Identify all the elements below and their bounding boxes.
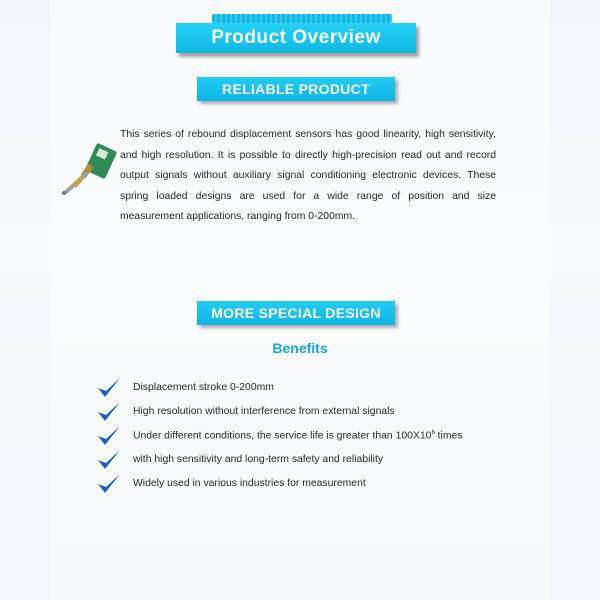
check-icon	[96, 448, 122, 472]
list-item-text-part: Under different conditions, the service life is greater than 100X10	[133, 430, 432, 442]
title-stripe	[212, 14, 392, 23]
reliable-product-banner	[197, 77, 395, 101]
title-box	[176, 23, 416, 53]
displacement-sensor-image	[56, 140, 120, 196]
list-item	[96, 472, 516, 496]
section-heading: RELIABLE PRODUCT	[222, 81, 370, 97]
product-description: This series of rebound displacement sensors has good linearity, high sensitivity, and high resolution. It is possible to directly high-precision read out and record output signals without auxiliary signal conditioning electronic devices. These spring loaded designs are used for a wide range of position and size measurement applications, ranging from 0-200mm.	[120, 129, 496, 223]
list-item-text: with high sensitivity and long-term safety and reliability	[133, 454, 384, 465]
superscript: 6	[431, 430, 435, 436]
list-item-text: Displacement stroke 0-200mm	[133, 382, 274, 393]
list-item	[96, 448, 516, 472]
list-item	[96, 400, 516, 424]
list-item-text-part: times	[434, 430, 463, 442]
title-banner	[176, 14, 416, 58]
benefits-heading: Benefits	[272, 340, 328, 356]
check-icon	[96, 424, 122, 448]
check-icon	[96, 376, 122, 400]
page-title: Product Overview	[211, 27, 381, 48]
list-item	[96, 424, 516, 448]
special-design-banner	[197, 301, 395, 325]
list-item-text: High resolution without interference from external signals	[133, 406, 395, 417]
list-item-text: Widely used in various industries for measurement	[133, 478, 366, 489]
list-item-text	[133, 430, 463, 441]
check-icon	[96, 400, 122, 424]
list-item	[96, 376, 516, 400]
check-icon	[96, 472, 122, 496]
section-heading: MORE SPECIAL DESIGN	[211, 305, 381, 321]
